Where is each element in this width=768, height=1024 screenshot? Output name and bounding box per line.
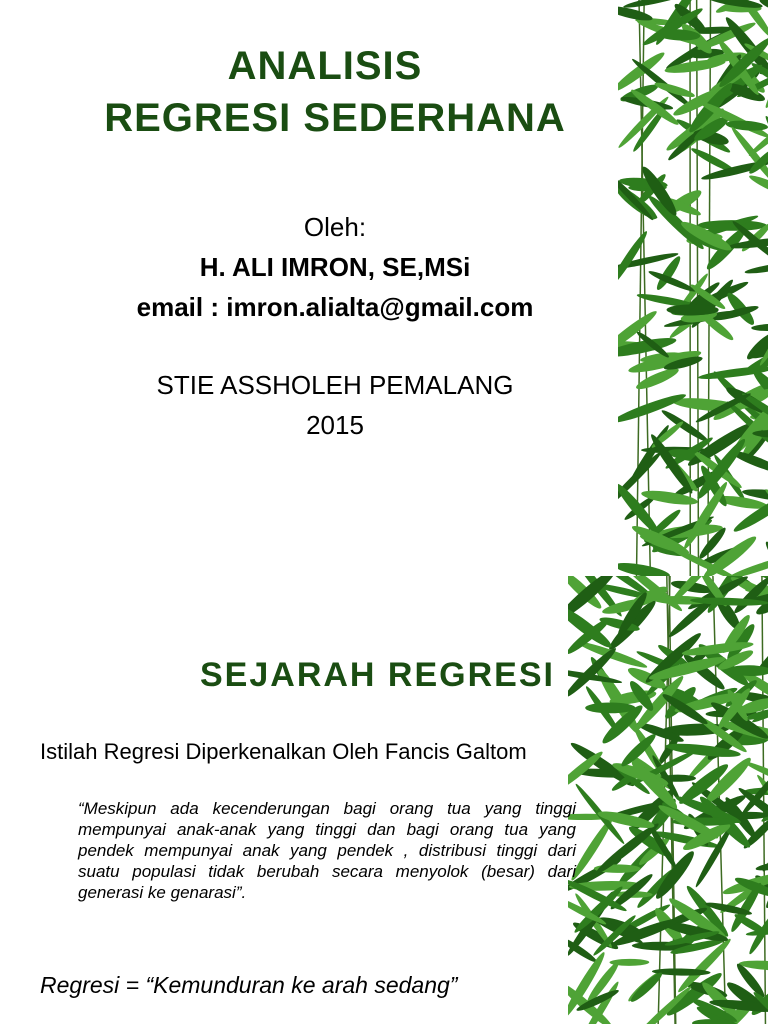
bamboo-leaves-image	[568, 576, 768, 1024]
slide-title-line-1: ANALISIS	[227, 44, 423, 88]
bamboo-leaf	[618, 560, 671, 576]
bamboo-leaf	[755, 855, 768, 873]
slide-2	[0, 576, 768, 1024]
regression-definition: Regresi = “Kemunduran ke arah sedang”	[40, 972, 458, 998]
author-name: H. ALI IMRON, SE,MSi	[199, 252, 471, 282]
institution-name: STIE ASSHOLEH PEMALANG	[156, 370, 514, 400]
bamboo-stem	[762, 576, 766, 1024]
byline-label: Oleh:	[303, 212, 367, 242]
section-title: SEJARAH REGRESI	[200, 656, 555, 694]
bamboo-leaf	[747, 172, 768, 208]
author-email: email : imron.alialta@gmail.com	[136, 292, 534, 322]
bamboo-leaf	[763, 539, 768, 576]
presentation-year: 2015	[306, 410, 364, 440]
galton-quote: “Meskipun ada kecenderungan bagi orang tua yang tinggi mempunyai anak-anak yang tinggi dan bagi orang tua yang pendek mempunyai anak yang pendek , distribusi tinggi dari suatu populasi tidak berubah secara menyolok (besar) dari generasi ke genarasi”.	[78, 799, 576, 902]
slide-title-line-2: REGRESI SEDERHANA	[104, 96, 566, 140]
intro-text: Istilah Regresi Diperkenalkan Oleh Fancis Galtom	[40, 739, 527, 764]
bamboo-leaf	[585, 702, 635, 713]
bamboo-leaves-image	[618, 0, 768, 576]
bamboo-leaf	[609, 959, 649, 966]
bamboo-leaf	[664, 57, 726, 76]
bamboo-leaf	[744, 260, 768, 275]
bamboo-leaf	[751, 323, 768, 331]
